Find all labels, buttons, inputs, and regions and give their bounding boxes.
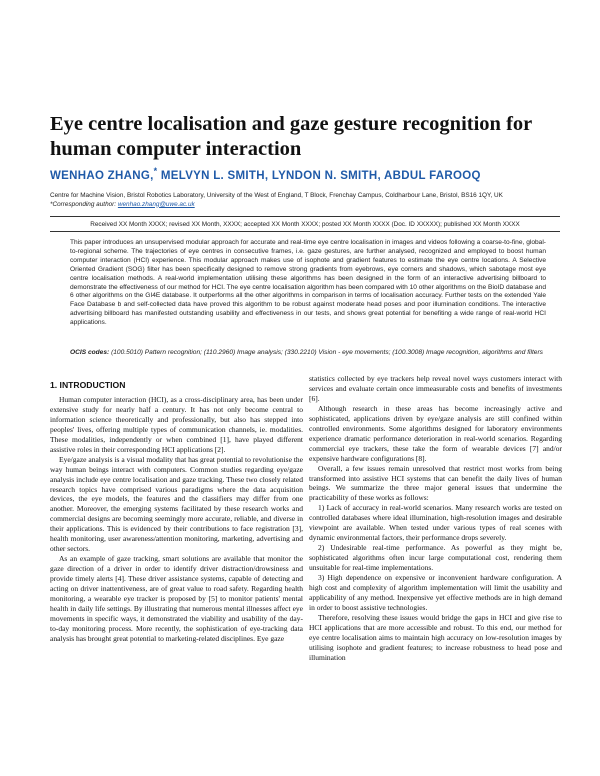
paragraph: Therefore, resolving these issues would bridge the gaps in HCI and give rise to HCI applications that are more accessible and robust. To this end, our method for eye centre localisation aims to maintain high accuracy on low-resolution images by utilising isophote and gradient features; to increase robustness to head pose and illumination <box>309 612 562 662</box>
paragraph: Eye/gaze analysis is a visual modality that has great potential to revolutionise the way human beings interact with computers. Common studies regarding eye/gaze analysis include eye centre localisation and gaze tracking. These two closely related research topics have comprised various paradigms where the data acquisition devices, the eye models, the features and the classifiers may differ from one another. Moreover, the emerging systems facilitated by these research works and commercial designs are becoming seemingly more accurate, reliable, and diverse in their applications. This is evidenced by their contributions to face registration [3], health monitoring, user awareness/attention monitoring, marketing, advertising and other sectors. <box>50 454 303 554</box>
divider-bottom <box>50 231 560 232</box>
author-list <box>50 166 570 182</box>
author-email-link[interactable]: wenhao.zhang@uwe.ac.uk <box>117 200 195 208</box>
list-item: 2) Undesirable real-time performance. As powerful as they might be, sophisticated algorithms often incur large computational cost, rendering them unsuitable for real-time implementations. <box>309 543 562 573</box>
corresponding-author <box>50 201 570 210</box>
ocis-text: (100.5010) Pattern recognition; (110.2960) Image analysis; (330.2210) Vision - eye movements; (100.3008) Image recognition, algorithms and filters <box>111 349 543 356</box>
list-item: 1) Lack of accuracy in real-world scenarios. Many research works are tested on controlled databases where ideal illumination, high-resolution images and desirable viewpoint are available. When tested under various types of real scenes with dynamic environmental factors, their performance drops severely. <box>309 503 562 543</box>
paper-title: Eye centre localisation and gaze gesture recognition for human computer interaction <box>50 113 532 160</box>
column-right <box>309 374 562 663</box>
paragraph: Overall, a few issues remain unresolved that restrict most works from being transformed into assistive HCI systems that can benefit the daily lives of human beings. We summarize the three major general issues that undermine the practicability of these works as follows: <box>309 463 562 503</box>
ocis-label: OCIS codes: <box>70 349 110 356</box>
list-item: 3) High dependence on expensive or inconvenient hardware configuration. A high cost and complexity of algorithm implementation will limit the usability and applicability of any method. Inexpensive yet effective methods are in high demand in order to boost assistive technologies. <box>309 573 562 612</box>
paragraph: As an example of gaze tracking, smart solutions are available that monitor the gaze direction of a driver in order to identify driver distraction/drowsiness and provide timely alerts [4]. These driver assistance systems, capable of detecting and acting on driver inattentiveness, are of great value to road safety. Regarding health monitoring, a wearable eye tracker is proposed by [5] to monitor patients' mental health in daily life settings. By illustrating that numerous mental illnesses affect eye movements in specific ways, it demonstrated the viability and usability of the day-to-day monitoring process. More recently, the sophistication of eye-tracking data analysis has brought great potential to marketing-related disciplines. Eye gaze <box>50 554 303 643</box>
section-heading-introduction: 1. INTRODUCTION <box>50 380 126 390</box>
corresponding-mark: * <box>153 166 158 176</box>
paragraph: statistics collected by eye trackers help reveal novel ways customers interact with services and evaluate certain once immeasurable costs and benefits of investments [6]. <box>309 374 562 403</box>
author-first: WENHAO ZHANG, <box>50 169 154 182</box>
paragraph: Although research in these areas has become increasingly active and sophisticated, applications driven by eye/gaze analysis are still confined within controlled environments. Some algorithms designed for laboratory environments experience dramatic performance deterioration in real-world scenarios. Regarding commercial eye trackers, these take the form of wearable devices [7] and/or expensive hardware configurations [8]. <box>309 403 562 463</box>
ocis-codes <box>70 349 546 358</box>
affiliation: Centre for Machine Vision, Bristol Robotics Laboratory, University of the West of England, T Block, Frenchay Campus, Coldharbour Lane, Bristol, BS16 1QY, UK <box>50 192 503 199</box>
author-others: MELVYN L. SMITH, LYNDON N. SMITH, ABDUL FAROOQ <box>160 169 481 182</box>
corresponding-label: *Corresponding author: <box>50 200 117 208</box>
abstract: This paper introduces an unsupervised modular approach for accurate and real-time eye centre localisation in images and videos following a coarse-to-fine, global-to-regional scheme. The trajectories of eye centres in consecutive frames, i.e. gaze gestures, are further analysed, recognized and employed to boost human computer interaction (HCI) experience. This modular approach makes use of isophote and gradient features to estimate the eye centre locations. A Selective Oriented Gradient (SOG) filter has been specifically designed to remove strong gradients from eyebrows, eye corners and shadows, which sabotage most eye centre localisation methods. A real-world implementation utilising these algorithms has been designed in the form of an interactive advertising billboard to demonstrate the effectiveness of our method for HCI. The eye centre localisation algorithm has been compared with 10 other algorithms on the BioID database and 6 other algorithms on the GI4E database. It outperforms all the other algorithms in comparison in terms of localisation accuracy. Further tests on the extended Yale Face Database b and self-collected data have proved this algorithm to be robust against moderate head poses and poor illumination conditions. The interactive advertising billboard has manifested outstanding usability and effectiveness in our tests, and shows great potential for benefiting a wide range of real-world HCI applications. <box>70 239 546 327</box>
affiliation-block <box>50 192 570 209</box>
column-left <box>50 381 303 644</box>
paragraph: Human computer interaction (HCI), as a cross-disciplinary area, has been under extensive study for nearly half a century. It has not only become central to information science theoretically and professionally, but also has stepped into peoples' lives, offering multiple types of communication channels, ie. modalities. These modalities, independently or when combined [1], have played different assistive roles in their corresponding HCI applications [2]. <box>50 394 303 454</box>
divider-top <box>50 216 560 217</box>
received-dates: Received XX Month XXXX; revised XX Month, XXXX; accepted XX Month XXXX; posted XX Month XXXX (Doc. ID XXXXX); published XX Month XXXX <box>90 221 520 228</box>
